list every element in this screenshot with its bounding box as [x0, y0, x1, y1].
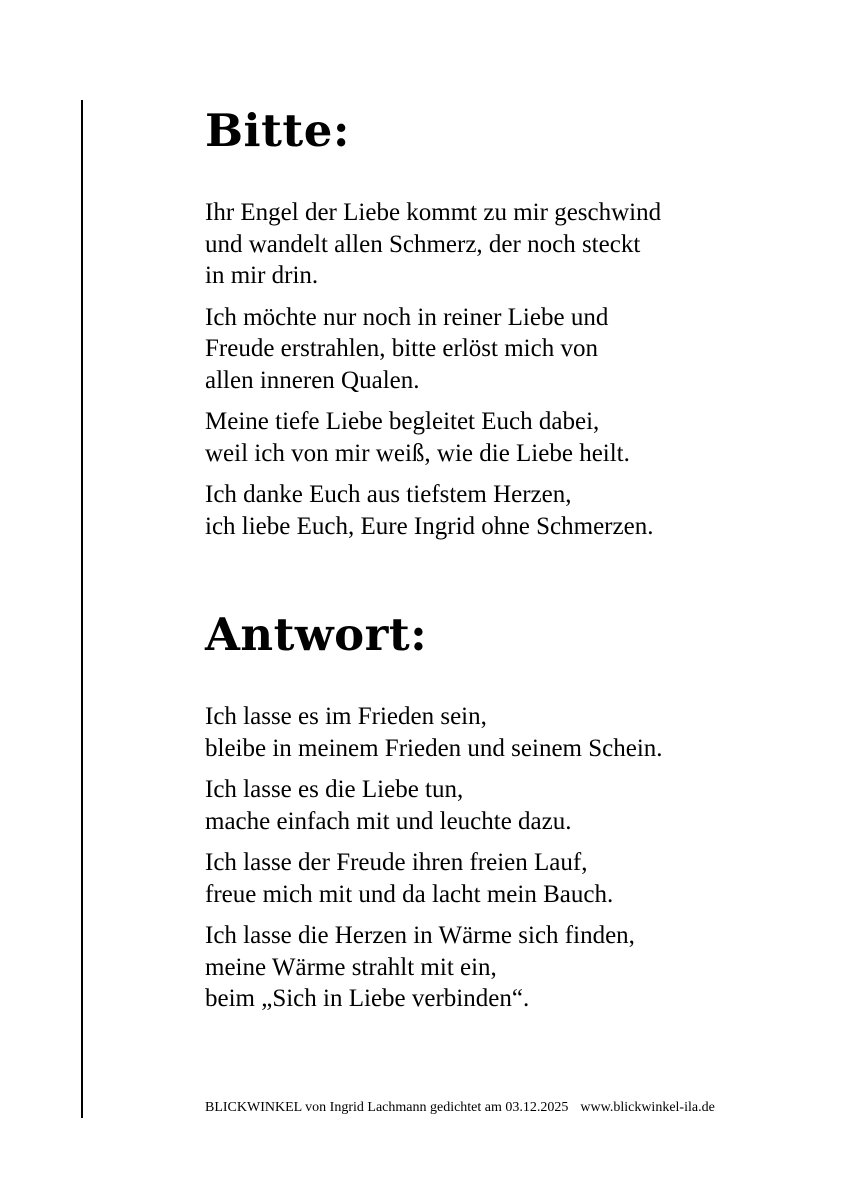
heading-antwort: Antwort:: [205, 608, 428, 661]
poem-line: Ich lasse es im Frieden sein,: [205, 703, 487, 730]
stanza: [205, 302, 825, 397]
poem-line: in mir drin.: [205, 262, 319, 289]
stanza: [205, 701, 825, 764]
stanza: [205, 920, 825, 1015]
poem-line: weil ich von mir weiß, wie die Liebe heilt.: [205, 439, 630, 467]
stanza: [205, 847, 825, 910]
poem-line: bleibe in meinem Frieden und seinem Schein.: [205, 734, 663, 762]
poem-line: Meine tiefe Liebe begleitet Euch dabei,: [205, 408, 600, 435]
poem-line: und wandelt allen Schmerz, der noch steckt: [205, 230, 641, 258]
poem-line: Ich lasse die Herzen in Wärme sich finden,: [205, 922, 635, 949]
poem-content: [205, 100, 825, 1015]
poem-line: Ich lasse es die Liebe tun,: [205, 776, 464, 803]
poem-line: mache einfach mit und leuchte dazu.: [205, 807, 572, 835]
poem-line: Ich lasse der Freude ihren freien Lauf,: [205, 849, 588, 876]
section-bitte: [205, 100, 825, 542]
poem-line: allen inneren Qualen.: [205, 366, 420, 394]
poem-line: beim „Sich in Liebe verbinden“.: [205, 985, 530, 1012]
footer-url: www.blickwinkel-ila.de: [580, 1100, 715, 1115]
poem-line: meine Wärme strahlt mit ein,: [205, 953, 497, 981]
heading-bitte: Bitte:: [205, 104, 350, 157]
footer-credit: BLICKWINKEL von Ingrid Lachmann gedichtet am 03.12.2025: [205, 1100, 569, 1115]
footer: [205, 1098, 715, 1118]
poem-line: ich liebe Euch, Eure Ingrid ohne Schmerzen.: [205, 512, 654, 540]
poem-line: freue mich mit und da lacht mein Bauch.: [205, 880, 614, 908]
stanza: [205, 406, 825, 469]
margin-rule: [81, 100, 83, 1118]
poem-line: Freude erstrahlen, bitte erlöst mich von: [205, 335, 598, 362]
poem-line: Ich danke Euch aus tiefstem Herzen,: [205, 481, 572, 508]
stanza: [205, 479, 825, 542]
stanza: [205, 197, 825, 292]
poem-line: Ich möchte nur noch in reiner Liebe und: [205, 303, 609, 331]
section-antwort: [205, 604, 825, 1015]
poem-line: Ihr Engel der Liebe kommt zu mir geschwind: [205, 199, 662, 226]
stanza: [205, 774, 825, 837]
